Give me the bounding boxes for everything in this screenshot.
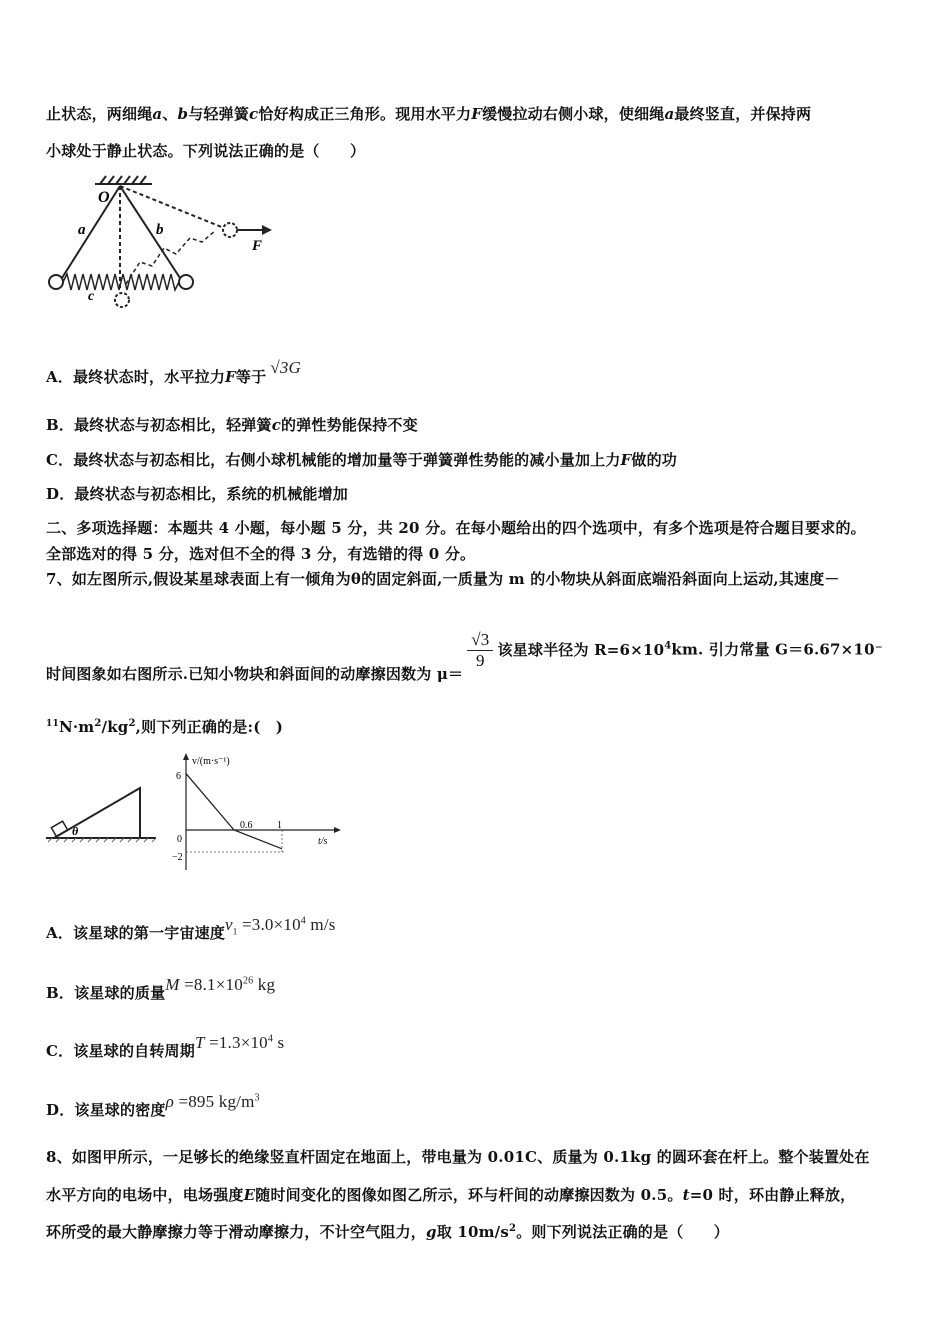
q6-option-A (46, 358, 302, 387)
x-tick-1: 1 (277, 820, 282, 831)
q6-stem-line-2: 小球处于静止状态。下列说法正确的是（ ） (46, 142, 366, 160)
q8-text: 取 10m/s (436, 1223, 510, 1241)
mu-numerator: √3 (467, 630, 493, 651)
option-text: C．最终状态与初态相比，右侧小球机械能的增加量等于弹簧弹性势能的减小量加上力 (46, 451, 621, 469)
ball-left (49, 275, 63, 289)
rope-b (120, 186, 180, 278)
formula-symbol: ρ (165, 1092, 174, 1111)
q7-option-C (46, 1033, 285, 1061)
option-var-F: F (225, 368, 236, 386)
rope-a (62, 186, 120, 278)
formula-symbol: M (165, 975, 180, 994)
y-tick-0: 0 (177, 834, 182, 845)
option-var-F: F (620, 451, 632, 469)
q7-exponent: 11 (46, 719, 59, 729)
option-text: A．最终状态时，水平拉力 (46, 368, 226, 386)
y-axis-arrow-icon (183, 753, 189, 760)
option-var-c: c (271, 416, 282, 434)
q6-stem-line-1 (46, 103, 811, 124)
option-A-formula: √3G (270, 358, 302, 377)
option-text: D．该星球的密度 (46, 1101, 166, 1119)
q7-incline-figure (44, 780, 164, 850)
rope-b-final (120, 186, 224, 228)
formula-exponent: 4 (300, 915, 306, 927)
block (51, 821, 67, 836)
formula-symbol: v (225, 915, 233, 934)
section2-heading-line-1: 二、多项选择题：本题共 4 小题，每小题 5 分，共 20 分。在每小题给出的四个选项中，有多个选项是符合题目要求的。 (46, 519, 866, 537)
q7-option-B (46, 975, 276, 1003)
x-axis-label: t/s (318, 836, 328, 847)
q6-var-c: c (249, 105, 259, 123)
option-text: A．该星球的第一宇宙速度 (46, 924, 226, 942)
q7-text: 该星球半径为 R=6×10 (497, 640, 665, 659)
q7-option-A (46, 915, 336, 944)
q6-text: 恰好构成正三角形。现用水平力 (258, 105, 472, 123)
q6-option-C (46, 449, 677, 470)
theta-label: θ (72, 824, 79, 838)
formula-symbol: T (194, 1033, 205, 1052)
q8-exponent: 2 (509, 1223, 517, 1234)
y-axis-label: v/(m·s⁻¹) (192, 756, 230, 767)
formula-subscript: 1 (232, 926, 238, 937)
q7-exponent: 4 (664, 640, 672, 652)
label-b: b (156, 222, 164, 238)
q8-stem-line-2 (46, 1184, 855, 1205)
q7-text: ,则下列正确的是:( ) (135, 718, 284, 736)
q6-var-F: F (471, 105, 483, 123)
q7-text: /kg (101, 718, 129, 736)
option-text: 等于 (235, 368, 267, 386)
q8-stem-line-3 (46, 1221, 729, 1242)
formula-unit: m/s (305, 915, 336, 934)
q6-option-B (46, 414, 418, 435)
q7-exponent: 2 (94, 718, 102, 729)
q6-text: 止状态，两细绳 (46, 105, 153, 123)
q7-text: km. 引力常量 G＝6.67×10⁻ (671, 640, 883, 659)
formula-unit: s (273, 1033, 285, 1052)
vt-series-line (186, 774, 282, 849)
section2-heading-line-2: 全部选对的得 5 分，选对但不全的得 3 分，有选错的得 0 分。 (46, 545, 476, 563)
formula-exponent: 26 (242, 975, 254, 987)
formula-value: =1.3×10 (209, 1033, 268, 1052)
q6-text: 与轻弹簧 (188, 105, 250, 123)
label-O: O (98, 189, 110, 206)
formula-unit: kg (253, 975, 276, 994)
formula-exponent: 3 (254, 1092, 260, 1104)
option-C-formula (195, 1033, 284, 1052)
y-tick-6: 6 (176, 771, 181, 782)
label-F: F (252, 238, 263, 254)
q6-var-a: a (664, 105, 675, 123)
option-A-formula (225, 915, 336, 937)
option-B-formula (165, 975, 275, 994)
mu-denominator: 9 (476, 651, 485, 670)
option-text: C．该星球的自转周期 (46, 1042, 195, 1060)
option-text: 的弹性势能保持不变 (281, 416, 418, 434)
x-axis-arrow-icon (334, 827, 341, 833)
q8-stem-line-1: 8、如图甲所示，一足够长的绝缘竖直杆固定在地面上，带电量为 0.01C、质量为 0.1kg 的圆环套在杆上。整个装置处在 (46, 1148, 870, 1166)
q8-text: 环所受的最大静摩擦力等于滑动摩擦力，不计空气阻力， (46, 1223, 427, 1241)
x-tick-0.6: 0.6 (240, 820, 253, 831)
formula-value: =8.1×10 (184, 975, 243, 994)
q7-exponent: 2 (128, 718, 136, 729)
ball-right (179, 275, 193, 289)
force-arrowhead-icon (262, 225, 272, 235)
option-text: B．最终状态与初态相比，轻弹簧 (46, 416, 272, 434)
q6-option-D: D．最终状态与初态相比，系统的机械能增加 (46, 485, 349, 503)
q7-stem-line-1: 7、如左图所示,假设某星球表面上有一倾角为θ的固定斜面,一质量为 m 的小物块从斜面底端沿斜面向上运动,其速度－ (46, 570, 840, 588)
q6-text: 、 (162, 105, 178, 123)
formula-value: =3.0×10 (241, 915, 301, 934)
q7-text: N·m (58, 718, 95, 736)
q8-text: 水平方向的电场中，电场强度 (46, 1186, 244, 1204)
q6-figure (40, 172, 280, 322)
mu-fraction (467, 630, 493, 671)
q8-text: =0 时，环由静止释放， (689, 1186, 856, 1204)
q8-text: 随时间变化的图像如图乙所示，环与杆间的动摩擦因数为 0.5。 (255, 1186, 683, 1204)
q8-var-E: E (243, 1186, 256, 1204)
ceiling-hatch (95, 176, 152, 184)
label-c: c (88, 289, 95, 304)
q8-var-g: g (426, 1223, 437, 1241)
option-text: 做的功 (631, 451, 678, 469)
q7-stem-line-2 (46, 630, 883, 683)
ball-left-final (115, 293, 129, 307)
q6-var-a: a (152, 105, 163, 123)
q8-var-t: t (682, 1186, 690, 1204)
label-a: a (78, 222, 86, 238)
q7-stem-line-3 (46, 716, 283, 737)
q7-text: 时间图象如右图所示.已知小物块和斜面间的动摩擦因数为 μ＝ (46, 664, 464, 683)
option-D-formula (166, 1092, 260, 1111)
ball-right-final (223, 223, 237, 237)
q7-vt-chart (168, 752, 348, 877)
formula-value: =895 kg/m (178, 1092, 255, 1111)
q6-var-b: b (177, 105, 189, 123)
q8-text: 。则下列说法正确的是（ ） (516, 1223, 729, 1241)
q6-text: 最终竖直，并保持两 (674, 105, 812, 123)
option-text: B．该星球的质量 (46, 984, 166, 1002)
q7-option-D (46, 1092, 260, 1120)
q6-text: 缓慢拉动右侧小球，使细绳 (482, 105, 665, 123)
formula-exponent: 4 (267, 1033, 274, 1045)
y-tick-neg2: −2 (172, 852, 183, 863)
